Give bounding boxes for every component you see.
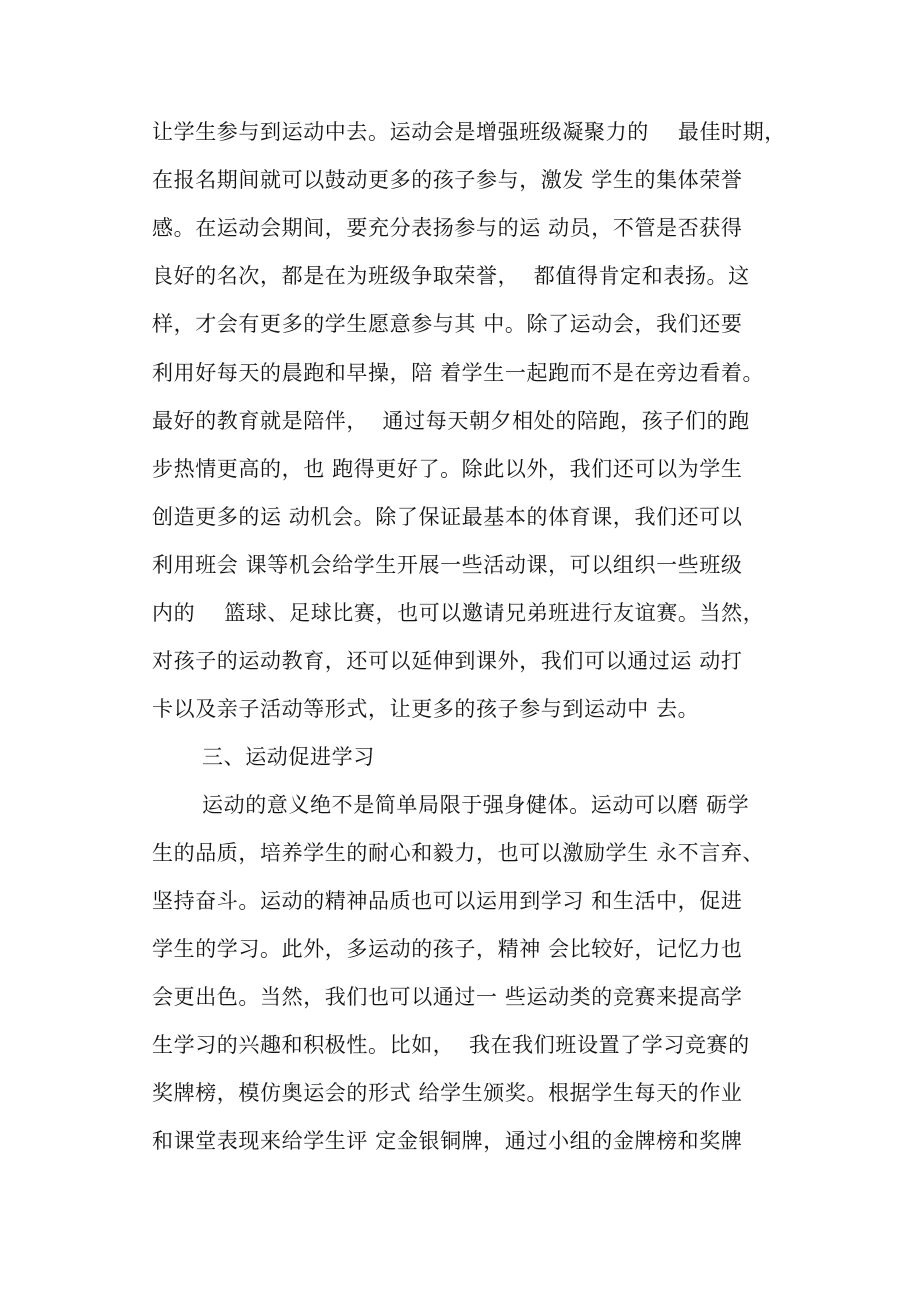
paragraph-1-line: 内的 篮球、足球比赛，也可以邀请兄弟班进行友谊赛。当然， [152, 601, 765, 625]
paragraph-1-line: 利用好每天的晨跑和早操，陪 着学生一起跑而不是在旁边看着。 [152, 361, 765, 385]
paragraph-1-line: 在报名期间就可以鼓动更多的孩子参与，激发 学生的集体荣誉 [152, 168, 743, 192]
paragraph-1-line: 卡以及亲子活动等形式，让更多的孩子参与到运动中 去。 [152, 697, 700, 721]
paragraph-1-line: 让学生参与到运动中去。运动会是增强班级凝聚力的 最佳时期， [152, 120, 786, 144]
paragraph-2-line: 学生的学习。此外，多运动的孩子，精神 会比较好，记忆力也 [152, 937, 743, 961]
paragraph-2-line: 生的品质，培养学生的耐心和毅力，也可以激励学生 永不言弃、 [152, 841, 765, 865]
paragraph-1-line: 良好的名次，都是在为班级争取荣誉， 都值得肯定和表扬。这 [152, 264, 750, 288]
paragraph-2-line: 奖牌榜，模仿奥运会的形式 给学生颁奖。根据学生每天的作业 [152, 1081, 743, 1105]
paragraph-2-line: 和课堂表现来给学生评 定金银铜牌，通过小组的金牌榜和奖牌 [152, 1129, 743, 1153]
paragraph-1-line: 样，才会有更多的学生愿意参与其 中。除了运动会，我们还要 [152, 312, 743, 336]
paragraph-2-line: 会更出色。当然，我们也可以通过一 些运动类的竞赛来提高学 [152, 985, 743, 1009]
paragraph-1-line: 利用班会 课等机会给学生开展一些活动课，可以组织一些班级 [152, 553, 743, 577]
paragraph-1-line: 创造更多的运 动机会。除了保证最基本的体育课，我们还可以 [152, 505, 743, 529]
paragraph-1-line: 步热情更高的，也 跑得更好了。除此以外，我们还可以为学生 [152, 457, 743, 481]
paragraph-2-line: 运动的意义绝不是简单局限于强身健体。运动可以磨 砺学 [202, 793, 750, 817]
paragraph-2-line: 生学习的兴趣和积极性。比如， 我在我们班设置了学习竞赛的 [152, 1033, 750, 1057]
paragraph-1-line: 感。在运动会期间，要充分表扬参与的运 动员，不管是否获得 [152, 216, 743, 240]
paragraph-1-line: 对孩子的运动教育，还可以延伸到课外，我们可以通过运 动打 [152, 649, 743, 673]
paragraph-1-line: 最好的教育就是陪伴， 通过每天朝夕相处的陪跑，孩子们的跑 [152, 409, 750, 433]
paragraph-2-line: 坚持奋斗。运动的精神品质也可以运用到学习 和生活中，促进 [152, 889, 743, 913]
section-heading: 三、运动促进学习 [202, 745, 375, 769]
